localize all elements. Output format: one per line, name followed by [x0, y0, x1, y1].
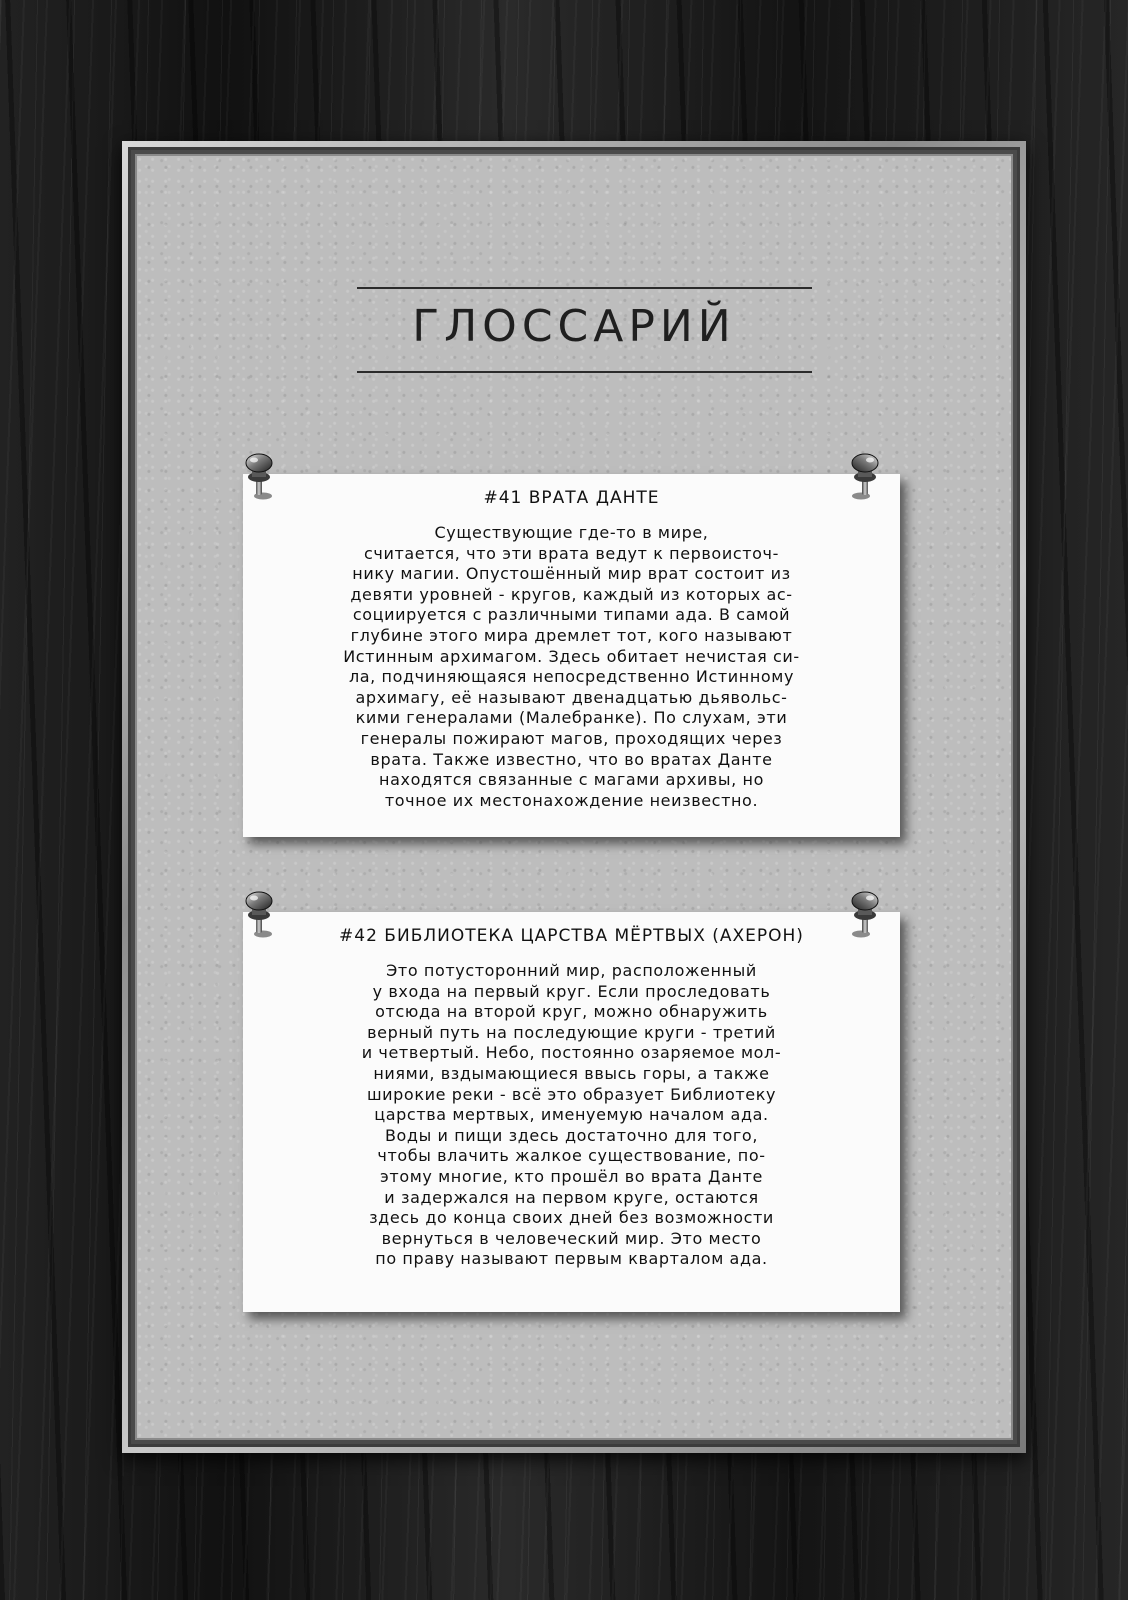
note-line: верный путь на последующие круги - третий: [367, 1022, 776, 1042]
note-body: [243, 523, 900, 811]
note-line: и задержался на первом круге, остаются: [384, 1187, 759, 1207]
note-line: девяти уровней - кругов, каждый из которых ас-: [350, 584, 793, 604]
glossary-note: [243, 474, 900, 837]
note-line: Это потусторонний мир, расположенный: [386, 961, 757, 980]
note-line: нику магии. Опустошённый мир врат состоит из: [352, 564, 791, 584]
note-body: [243, 961, 900, 1270]
note-line: генералы пожирают магов, проходящих через: [360, 728, 783, 748]
note-line: вернуться в человеческий мир. Это место: [381, 1228, 762, 1248]
note-line: ла, подчиняющаяся непосредственно Истинному: [348, 667, 795, 687]
note-line: у входа на первый круг. Если проследовать: [372, 981, 771, 1001]
note-line: этому многие, кто прошёл во врата Данте: [380, 1166, 763, 1186]
note-line: здесь до конца своих дней без возможности: [369, 1208, 774, 1228]
cork-board: [135, 154, 1013, 1440]
note-line: архимагу, её называют двенадцатью дьявольс-: [355, 687, 788, 707]
picture-frame: [122, 141, 1026, 1453]
glossary-note: [243, 912, 900, 1312]
note-line: широкие реки - всё это образует Библиотеку: [366, 1084, 777, 1104]
pushpin-icon: [845, 449, 885, 501]
note-line: кими генералами (Малебранке). По слухам, эти: [355, 708, 788, 728]
note-line: считается, что эти врата ведут к первоисточ-: [364, 543, 779, 563]
note-line: точное их местонахождение неизвестно.: [384, 790, 759, 810]
note-line: отсюда на второй круг, можно обнаружить: [375, 1002, 768, 1022]
title-rule-top: [357, 287, 812, 289]
title-rule-bottom: [357, 371, 812, 373]
note-line: врата. Также известно, что во вратах Данте: [370, 749, 773, 769]
pushpin-icon: [239, 449, 279, 501]
note-line: ниями, вздымающиеся ввысь горы, а также: [373, 1063, 770, 1083]
note-line: глубине этого мира дремлет тот, кого называют: [350, 625, 793, 645]
frame-border: [128, 147, 1020, 1447]
note-line: по праву называют первым кварталом ада.: [375, 1249, 768, 1269]
note-line: социируется с различными типами ада. В самой: [352, 605, 791, 625]
page-title: ГЛОССАРИЙ: [412, 301, 736, 352]
note-heading: #42 БИБЛИОТЕКА ЦАРСТВА МЁРТВЫХ (АХЕРОН): [339, 926, 804, 946]
note-line: царства мертвых, именуемую началом ада.: [374, 1105, 769, 1125]
pushpin-icon: [845, 887, 885, 939]
note-line: находятся связанные с магами архивы, но: [379, 770, 764, 790]
pushpin-icon: [239, 887, 279, 939]
note-line: Воды и пищи здесь достаточно для того,: [384, 1125, 759, 1145]
note-line: чтобы влачить жалкое существование, по-: [377, 1146, 766, 1166]
note-heading: #41 ВРАТА ДАНТЕ: [483, 488, 660, 508]
note-line: и четвертый. Небо, постоянно озаряемое мол-: [361, 1043, 782, 1063]
note-line: Существующие где-то в мире,: [434, 523, 709, 542]
note-line: Истинным архимагом. Здесь обитает нечистая си-: [343, 646, 800, 666]
